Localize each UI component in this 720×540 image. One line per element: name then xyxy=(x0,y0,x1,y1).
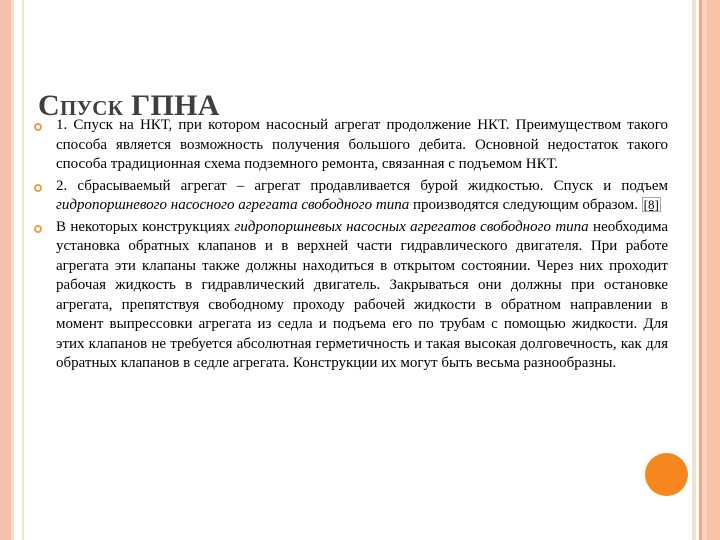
slide-title: Спуск ГПНА xyxy=(38,89,220,123)
text-run: производятся следующим образом. xyxy=(409,197,642,213)
text-run: необходима установка обратных клапанов и в верхней части гидравлического двигателя. При работе агрегата эти клапаны также должны находиться в открытом состоянии. Через них проходит рабочая жидкость в гидравлический двигатель. Закрываться они должны при остановке агрегата, препятствуя свободному проходу рабочей жидкости в обратном направлении в момент выпрессовки агрегата из седла и подъема его по трубам с помощью жидкости. Для этих клапанов не требуется абсолютная герметичность и такая высокая долговечность, как для обратных клапанов в седле агрегата. Конструкции их могут быть весьма разнообразны. xyxy=(56,218,668,371)
bullet-text xyxy=(56,177,668,216)
right-decorative-band xyxy=(707,0,720,540)
ring-bullet-icon xyxy=(34,177,56,192)
bullet-list xyxy=(34,116,668,376)
bullet-text xyxy=(56,116,668,175)
ring-bullet-glyph xyxy=(34,225,42,233)
bullet-item xyxy=(34,116,668,175)
text-run: В некоторых конструкциях xyxy=(56,218,235,235)
text-run: 2. сбрасываемый агрегат – агрегат продавливается бурой жидкостью. Спуск и подъем xyxy=(56,177,668,194)
left-decorative-band xyxy=(0,0,11,540)
ring-bullet-icon xyxy=(34,116,56,131)
right-decorative-hairline xyxy=(692,0,696,540)
bullet-item xyxy=(34,218,668,374)
ring-bullet-glyph xyxy=(34,123,42,131)
left-decorative-band-inner xyxy=(11,0,14,540)
reference-link[interactable]: [8] xyxy=(643,197,659,212)
emphasized-term: гидропоршневых насосных агрегатов свободного типа xyxy=(234,218,589,235)
text-run: 1. Спуск на НКТ, при котором насосный агрегат продолжение НКТ. Преимуществом такого способа является возможность получения большого дебита. Основной недостаток такого способа традиционная схема подземного ремонта, связанная с подъемом НКТ. xyxy=(56,117,668,172)
bullet-item xyxy=(34,177,668,216)
ring-bullet-glyph xyxy=(34,184,42,192)
left-decorative-hairline xyxy=(22,0,24,540)
emphasized-term: гидропоршневого насосного агрегата свободного типа xyxy=(56,197,410,213)
orange-circle-decoration xyxy=(645,453,688,496)
bullet-text xyxy=(56,218,668,374)
ring-bullet-icon xyxy=(34,218,56,233)
